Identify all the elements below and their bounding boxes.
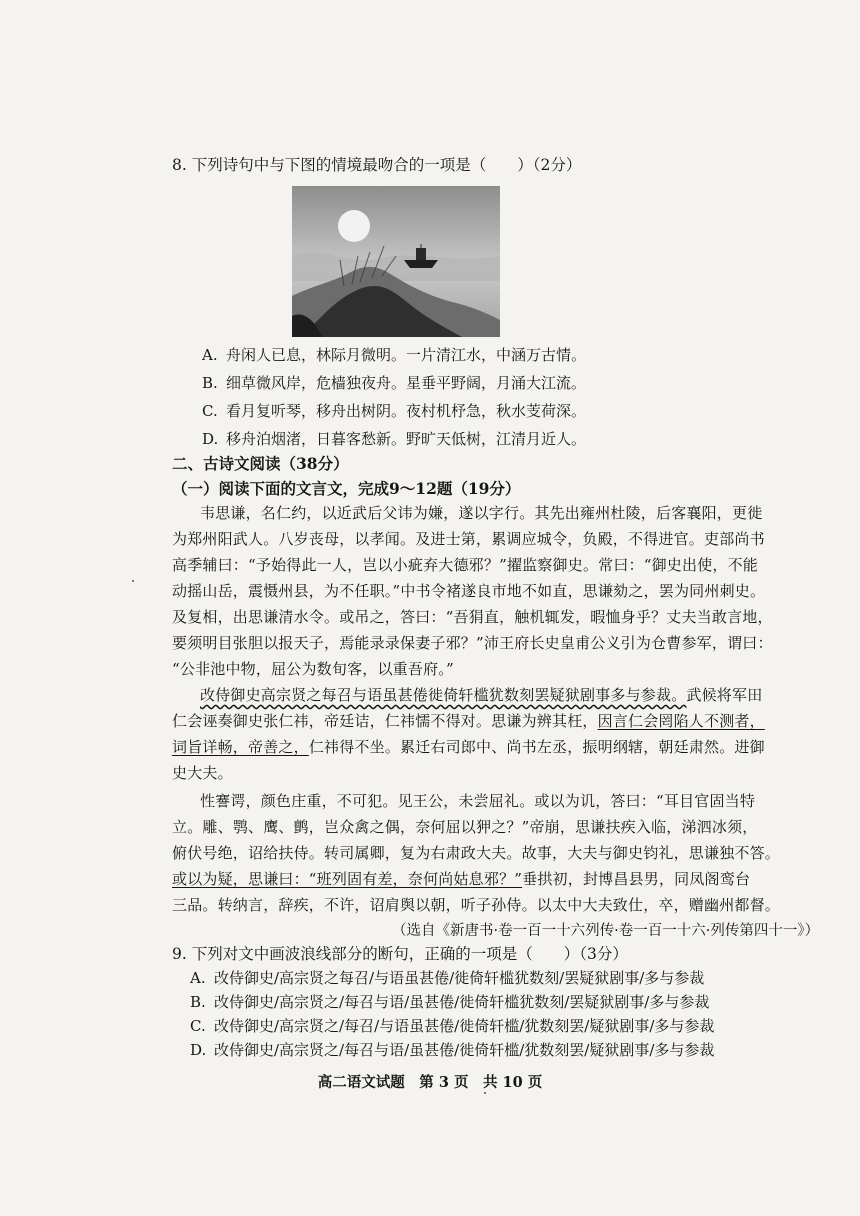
question-9-option-a[interactable]: A. 改侍御史/高宗贤之每召/与语虽甚倦/徙倚轩槛犹数刻/罢疑狱剧事/多与参裁 — [190, 969, 705, 987]
passage-p1-line-3: 高季辅曰：“予始得此一人，岂以小疵弃大德邪？”擢监察御史。常曰：“御史出使，不能 — [172, 556, 759, 574]
question-8-option-a[interactable]: A. 舟闲人已息，林际月微明。一片清江水，中涵万古情。 — [202, 346, 587, 364]
question-9-option-d[interactable]: D. 改侍御史/高宗贤之/每召与语/虽甚倦/徙倚轩槛/犹数刻罢/疑狱剧事/多与参裁 — [190, 1041, 715, 1059]
question-8-stem: 8. 下列诗句中与下图的情境最吻合的一项是（ ）（2分） — [172, 156, 582, 174]
passage-p3-line-1: 性謇谔，颜色庄重，不可犯。见王公，未尝屈礼。或以为讥，答曰：“耳目官固当特 — [200, 792, 756, 810]
wavy-underlined-sentence: 改侍御史高宗贤之每召与语虽甚倦徙倚轩槛犹数刻罢疑狱剧事多与参裁。 — [200, 686, 687, 704]
passage-p2-line-3: 词旨详畅，帝善之，仁祎得不坐。累迁右司郎中、尚书左丞，振明纲辖，朝廷肃然。进御 — [172, 738, 765, 756]
passage-p3-line-2: 立。雕、鹗、鹰、鹯，岂众禽之偶，奈何屈以狎之？”帝崩，思谦扶疾入临，涕泗冰须， — [172, 818, 758, 836]
passage-p1-line-7: “公非池中物，屈公为数旬客，以重吾府。” — [172, 660, 454, 678]
section-2-title: 二、古诗文阅读（38分） — [172, 454, 349, 473]
passage-p2-line-4: 史大夫。 — [172, 764, 233, 782]
boat-shape — [404, 260, 438, 268]
underlined-sentence-1: 因言仁会罔陷人不测者， — [597, 712, 765, 730]
moon-shape — [338, 210, 370, 242]
passage-p3-line-4: 或以为疑，思谦曰：“班列固有差，奈何尚姑息邪？”垂拱初，封博昌县男，同凤阁鸾台 — [172, 870, 751, 888]
passage-source: （选自《新唐书·卷一百一十六列传·卷一百一十六·列传第四十一》） — [392, 923, 820, 939]
passage-p1-line-5: 及复相，出思谦清水令。或吊之，答曰：“吾狷直，触机辄发，暇恤身乎？丈夫当敢言地， — [172, 608, 773, 626]
underlined-sentence-1-cont: 词旨详畅，帝善之， — [172, 738, 309, 756]
question-8-option-c[interactable]: C. 看月复听琴，移舟出树阴。夜村机杼急，秋水芰荷深。 — [202, 402, 587, 420]
passage-p3-line-3: 俯伏号绝，诏给扶侍。转司属卿，复为右肃政大夫。故事，大夫与御史钧礼，思谦独不答。 — [172, 844, 781, 862]
passage-p1-line-6: 要须明目张胆以报天子，焉能录录保妻子邪？”沛王府长史皇甫公义引为仓曹参军，谓曰： — [172, 634, 773, 652]
question-9-stem: 9. 下列对文中画波浪线部分的断句，正确的一项是（ ）（3分） — [172, 945, 628, 963]
passage-p2-line-1: 改侍御史高宗贤之每召与语虽甚倦徙倚轩槛犹数刻罢疑狱剧事多与参裁。武候将军田 — [200, 686, 763, 704]
scan-speck — [484, 1092, 486, 1094]
passage-p3-line-5: 三品。转纳言，辞疾，不许，诏肩舆以朝，听子孙侍。以太中大夫致仕，卒，赠幽州都督。 — [172, 896, 781, 914]
page-footer: 高二语文试题 第 3 页 共 10 页 — [317, 1074, 543, 1091]
question-8-painting — [292, 186, 500, 337]
question-8-option-b[interactable]: B. 细草微风岸，危樯独夜舟。星垂平野阔，月涌大江流。 — [202, 374, 587, 392]
passage-p1-line-1: 韦思谦，名仁约，以近武后父讳为嫌，遂以字行。其先出雍州杜陵，后客襄阳，更徙 — [200, 504, 763, 522]
scan-speck — [132, 580, 134, 582]
moon-boat-river-painting — [292, 186, 500, 337]
passage-p2-line-2: 仁会诬奏御史张仁祎，帝廷诘，仁祎懦不得对。思谦为辨其枉，因言仁会罔陷人不测者， — [172, 712, 765, 730]
underlined-sentence-2: 或以为疑，思谦曰：“班列固有差，奈何尚姑息邪？” — [172, 870, 523, 888]
passage-p1-line-2: 为郑州阳武人。八岁丧母，以孝闻。及进士第，累调应城令，负殿，不得进官。吏部尚书 — [172, 530, 765, 548]
section-2-subtitle: （一）阅读下面的文言文，完成9～12题（19分） — [172, 479, 521, 498]
question-9-option-c[interactable]: C. 改侍御史/高宗贤之/每召/与语虽甚倦/徙倚轩槛/犹数刻罢/疑狱剧事/多与参裁 — [190, 1017, 715, 1035]
passage-p1-line-4: 动摇山岳，震慑州县，为不任职。”中书令褚遂良市地不如直，思谦劾之，罢为同州刺史。 — [172, 582, 766, 600]
question-9-option-b[interactable]: B. 改侍御史/高宗贤之/每召与语/虽甚倦/徙倚轩槛犹数刻/罢疑狱剧事/多与参裁 — [190, 993, 710, 1011]
question-8-option-d[interactable]: D. 移舟泊烟渚，日暮客愁新。野旷天低树，江清月近人。 — [202, 430, 587, 448]
